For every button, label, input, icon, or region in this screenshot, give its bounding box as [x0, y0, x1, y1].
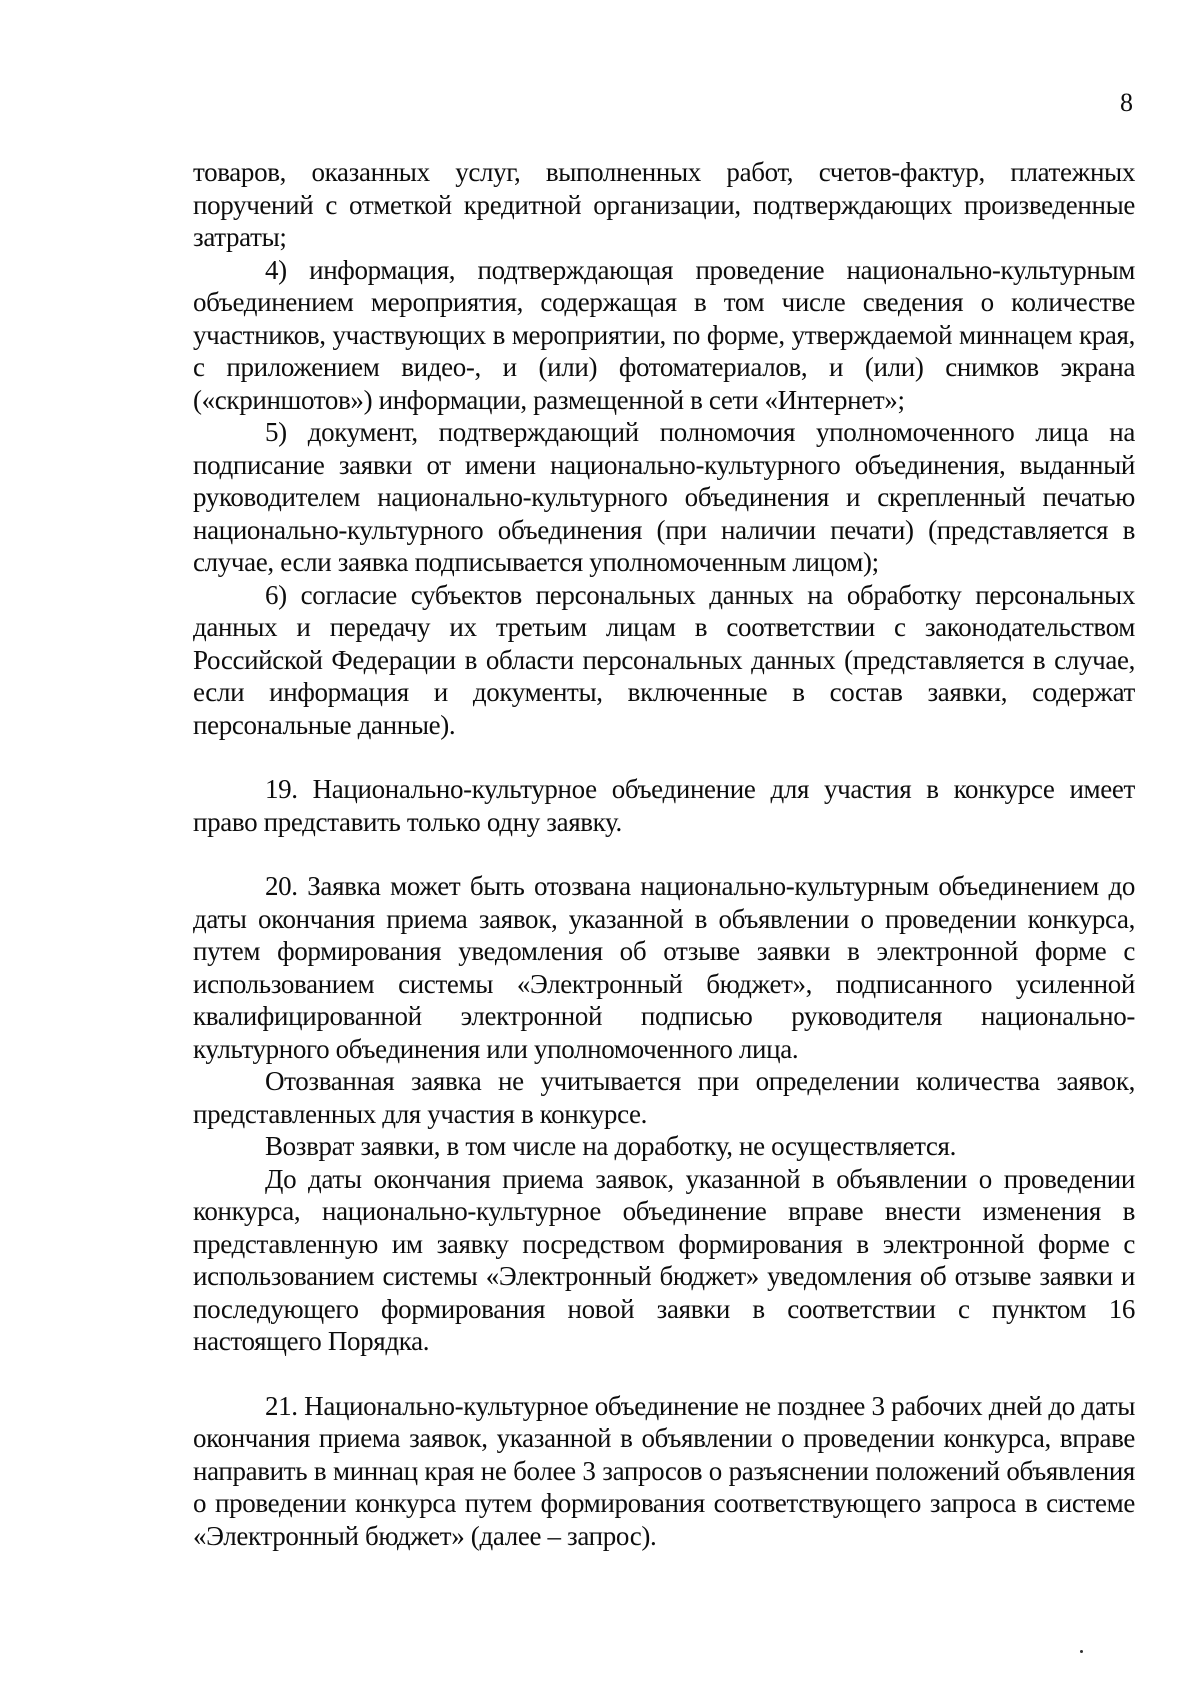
- scan-speck: [1080, 1650, 1083, 1653]
- paragraph-clause-20-changes: До даты окончания приема заявок, указанной в объявлении о проведении конкурса, национально-культурное объединение вправе внести изменения в представленную им заявку посредством формирования в электронной форме с использованием системы «Электронный бюджет» уведомления об отзыве заявки и последующего формирования новой заявки в соответствии с пунктом 16 настоящего Порядка.: [193, 1163, 1135, 1356]
- paragraph-clause-20-no-return: Возврат заявки, в том числе на доработку, не осуществляется.: [265, 1131, 957, 1161]
- paragraph-clause-20: 20. Заявка может быть отозвана национально-культурным объединением до даты окончания приема заявок, указанной в объявлении о проведении конкурса, путем формирования уведомления об отзыве заявки в электронной форме с использованием системы «Электронный бюджет», подписанного усиленной квалифицированной электронной подписью руководителя национально-культурного объединения или уполномоченного лица.: [193, 871, 1135, 1064]
- document-body: [193, 156, 1135, 1552]
- page-number: 8: [1120, 88, 1133, 117]
- paragraph-clause-21: 21. Национально-культурное объединение не позднее 3 рабочих дней до даты окончания приема заявок, указанной в объявлении о проведении конкурса, вправе направить в миннац края не более 3 запросов о разъяснении положений объявления о проведении конкурса путем формирования соответствующего запроса в системе «Электронный бюджет» (далее – запрос).: [193, 1390, 1135, 1551]
- paragraph-item-5: 5) документ, подтверждающий полномочия уполномоченного лица на подписание заявки от имени национально-культурного объединения, выданный руководителем национально-культурного объединения и скрепленный печатью национально-культурного объединения (при наличии печати) (представляется в случае, если заявка подписывается уполномоченным лицом);: [193, 417, 1135, 577]
- paragraph-continuation: товаров, оказанных услуг, выполненных работ, счетов-фактур, платежных поручений с отметкой кредитной организации, подтверждающих произведенные затраты;: [193, 157, 1135, 252]
- paragraph-clause-19: 19. Национально-культурное объединение для участия в конкурсе имеет право представить только одну заявку.: [193, 774, 1135, 837]
- paragraph-clause-20-withdrawn: Отозванная заявка не учитывается при определении количества заявок, представленных для участия в конкурсе.: [193, 1066, 1135, 1129]
- paragraph-item-4: 4) информация, подтверждающая проведение национально-культурным объединением мероприятия, содержащая в том числе сведения о количестве участников, участвующих в мероприятии, по форме, утверждаемой миннацем края, с приложением видео-, и (или) фотоматериалов, и (или) снимков экрана («скриншотов») информации, размещенной в сети «Интернет»;: [193, 254, 1135, 415]
- paragraph-item-6: 6) согласие субъектов персональных данных на обработку персональных данных и передачу их третьим лицам в соответствии с законодательством Российской Федерации в области персональных данных (представляется в случае, если информация и документы, включенные в состав заявки, содержат персональные данные).: [193, 579, 1135, 740]
